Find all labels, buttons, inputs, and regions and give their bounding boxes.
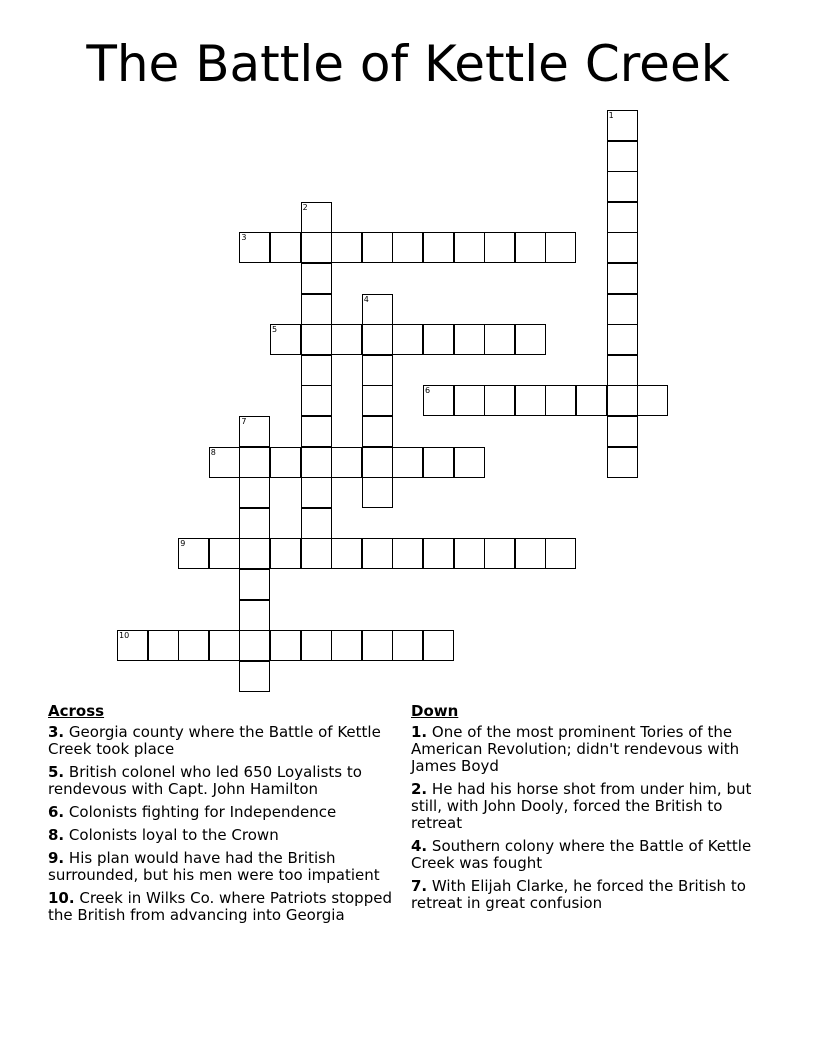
grid-cell[interactable] [239,447,270,478]
grid-cell[interactable] [362,232,393,263]
grid-cell[interactable] [239,508,270,539]
grid-cell[interactable] [423,385,454,416]
grid-cell[interactable] [301,202,332,233]
grid-cell[interactable] [239,600,270,631]
grid-cell[interactable] [209,630,240,661]
grid-cell[interactable] [239,569,270,600]
grid-cell[interactable] [331,447,362,478]
clue-down-2: 2. He had his horse shot from under him, but still, with John Dooly, forced the British to retreat [411,780,752,832]
cell-number: 7 [241,417,247,426]
cell-number: 9 [180,539,186,549]
grid-cell[interactable] [423,630,454,661]
grid-cell[interactable] [270,447,301,478]
grid-cell[interactable] [301,630,332,661]
grid-cell[interactable] [239,630,270,661]
grid-cell[interactable] [239,538,270,569]
grid-cell[interactable] [607,141,638,172]
grid-cell[interactable] [607,294,638,325]
clue-across-9: 9. His plan would have had the British surrounded, but his men were too impatient [48,849,380,884]
grid-cell[interactable] [270,232,301,263]
grid-cell[interactable] [392,630,423,661]
grid-cell[interactable] [362,538,393,569]
grid-cell[interactable] [239,232,270,263]
grid-cell[interactable] [331,232,362,263]
grid-cell[interactable] [607,263,638,294]
grid-cell[interactable] [607,202,638,233]
grid-cell[interactable] [637,385,668,416]
cell-number: 2 [302,202,308,212]
grid-cell[interactable] [301,538,332,569]
grid-cell[interactable] [301,385,332,416]
grid-cell[interactable] [362,294,393,325]
grid-cell[interactable] [515,538,546,569]
cell-number: 6 [425,386,431,396]
grid-cell[interactable] [607,324,638,355]
grid-cell[interactable] [301,263,332,294]
grid-cell[interactable] [362,630,393,661]
grid-cell[interactable] [270,538,301,569]
grid-cell[interactable] [545,232,576,263]
grid-cell[interactable] [423,232,454,263]
grid-cell[interactable] [484,232,515,263]
grid-cell[interactable] [607,232,638,263]
grid-cell[interactable] [270,630,301,661]
grid-cell[interactable] [454,538,485,569]
grid-cell[interactable] [607,447,638,478]
grid-cell[interactable] [607,416,638,447]
grid-cell[interactable] [454,324,485,355]
grid-cell[interactable] [545,385,576,416]
grid-cell[interactable] [607,171,638,202]
clue-across-6: 6. Colonists fighting for Independence [48,803,337,821]
grid-cell[interactable] [239,661,270,692]
grid-cell[interactable] [331,324,362,355]
grid-cell[interactable] [209,538,240,569]
grid-cell[interactable] [178,630,209,661]
grid-cell[interactable] [454,232,485,263]
grid-cell[interactable] [515,232,546,263]
grid-cell[interactable] [576,385,607,416]
cell-number: 3 [241,233,247,243]
clue-down-1: 1. One of the most prominent Tories of the American Revolution; didn't rendevous with James Boyd [411,723,740,775]
grid-cell[interactable] [362,355,393,386]
grid-cell[interactable] [362,477,393,508]
grid-cell[interactable] [301,477,332,508]
down-heading: Down [411,702,459,720]
clue-down-7: 7. With Elijah Clarke, he forced the British to retreat in great confusion [411,877,746,912]
cell-number: 1 [608,111,614,120]
grid-cell[interactable] [362,416,393,447]
grid-cell[interactable] [515,324,546,355]
cell-number: 4 [363,294,369,304]
grid-cell[interactable] [484,324,515,355]
grid-cell[interactable] [239,477,270,508]
grid-cell[interactable] [362,324,393,355]
cell-number: 8 [210,447,216,457]
grid-cell[interactable] [392,447,423,478]
grid-cell[interactable] [392,324,423,355]
grid-cell[interactable] [607,385,638,416]
grid-cell[interactable] [117,630,148,661]
clue-across-10: 10. Creek in Wilks Co. where Patriots stopped the British from advancing into Georgia [48,889,392,924]
clue-across-3: 3. Georgia county where the Battle of Kettle Creek took place [48,723,381,758]
grid-cell[interactable] [301,508,332,539]
grid-cell[interactable] [515,385,546,416]
grid-cell[interactable] [301,232,332,263]
grid-cell[interactable] [454,385,485,416]
grid-cell[interactable] [423,447,454,478]
grid-cell[interactable] [301,416,332,447]
grid-cell[interactable] [301,324,332,355]
grid-cell[interactable] [362,447,393,478]
clues-across [48,702,403,930]
grid-cell[interactable] [239,416,270,447]
grid-cell[interactable] [301,447,332,478]
grid-cell[interactable] [331,630,362,661]
grid-cell[interactable] [392,232,423,263]
clue-across-8: 8. Colonists loyal to the Crown [48,826,279,844]
grid-cell[interactable] [484,385,515,416]
grid-cell[interactable] [178,538,209,569]
clues-down [411,702,771,918]
cell-number: 5 [272,325,278,335]
grid-cell[interactable] [423,538,454,569]
clue-down-4: 4. Southern colony where the Battle of Kettle Creek was fought [411,837,752,872]
grid-cell[interactable] [607,110,638,141]
grid-cell[interactable] [454,447,485,478]
grid-cell[interactable] [209,447,240,478]
grid-cell[interactable] [301,355,332,386]
cell-number: 10 [119,631,130,641]
grid-cell[interactable] [331,538,362,569]
grid-cell[interactable] [607,355,638,386]
grid-cell[interactable] [362,385,393,416]
grid-cell[interactable] [392,538,423,569]
clue-across-5: 5. British colonel who led 650 Loyalists to rendevous with Capt. John Hamilton [48,763,362,798]
grid-cell[interactable] [423,324,454,355]
grid-cell[interactable] [545,538,576,569]
grid-cell[interactable] [484,538,515,569]
across-heading: Across [48,702,105,720]
grid-cell[interactable] [301,294,332,325]
grid-cell[interactable] [270,324,301,355]
grid-cell[interactable] [148,630,179,661]
puzzle-title: The Battle of Kettle Creek [86,35,730,93]
